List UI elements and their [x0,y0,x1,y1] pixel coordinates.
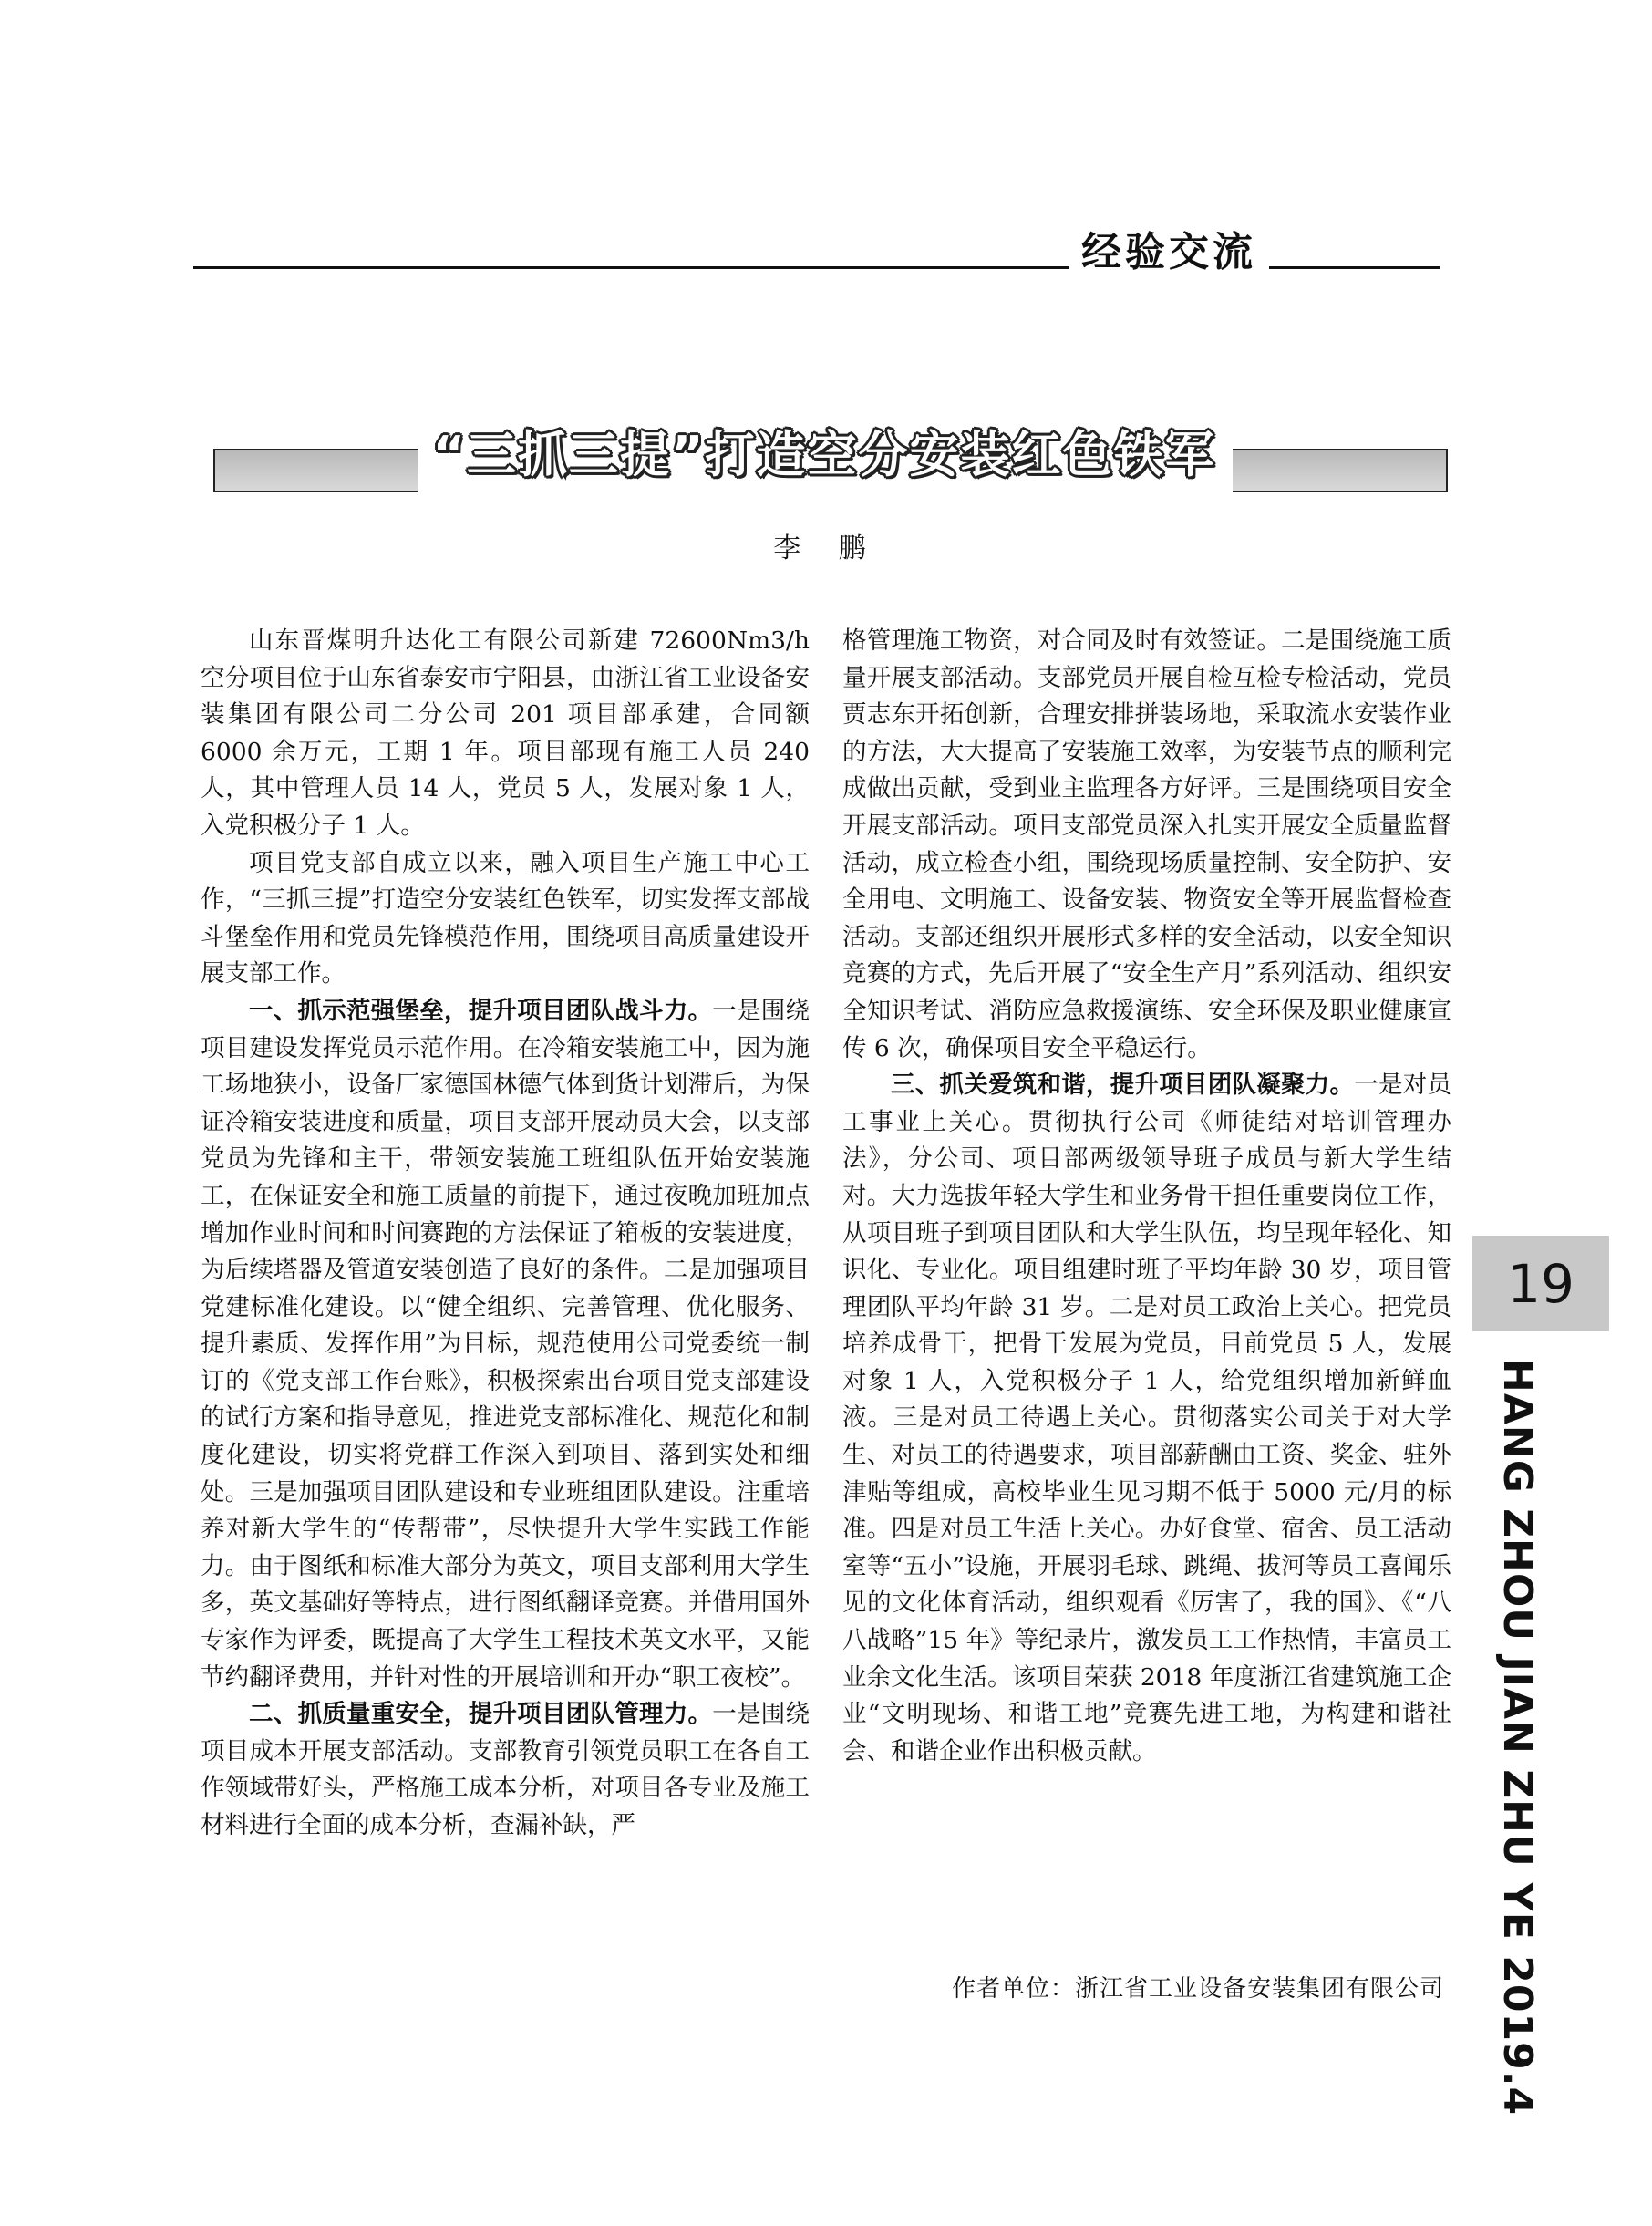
section-label: 经验交流 [1081,229,1256,275]
section-header [193,219,1440,274]
paragraph-heading: 一、抓示范强堡垒，提升项目团队战斗力。 [249,996,713,1025]
article-title: “三抓三提”打造空分安装红色铁军 [432,426,1216,483]
header-rule-right [1269,266,1440,269]
paragraph [201,623,810,845]
paragraph-text: 一是围绕项目成本开展支部活动。支部教育引领党员职工在各自工作领域带好头，严格施工成本分析，对项目各专业及施工材料进行全面的成本分析，查漏补缺，严 [201,1700,810,1839]
paragraph [842,1067,1451,1770]
paragraph-text: 格管理施工物资，对合同及时有效签证。二是围绕施工质量开展支部活动。支部党员开展自检互检专检活动，党员贾志东开拓创新，合理安排拼装场地，采取流水安装作业的方法，大大提高了安装施工效率，为安装节点的顺利完成做出贡献，受到业主监理各方好评。三是围绕项目安全开展支部活动。项目支部党员深入扎实开展安全质量监督活动，成立检查小组，围绕现场质量控制、安全防护、安全用电、文明施工、设备安装、物资安全等开展监督检查活动。支部还组织开展形式多样的安全活动，以安全知识竞赛的方式，先后开展了“安全生产月”系列活动、组织安全知识考试、消防应急救援演练、安全环保及职业健康宣传 6 次，确保项目安全平稳运行。 [842,626,1451,1062]
page-number: 19 [1472,1236,1609,1331]
author-unit: 作者单位：浙江省工业设备安装集团有限公司 [951,1975,1444,2003]
paragraph-text: 项目党支部自成立以来，融入项目生产施工中心工作，“三抓三提”打造空分安装红色铁军，切实发挥支部战斗堡垒作用和党员先锋模范作用，围绕项目高质量建设开展支部工作。 [201,848,810,989]
journal-spine-text: HANG ZHOU JIAN ZHU YE 2019.4 [1494,1359,1541,2117]
paragraph-text: 一是对员工事业上关心。贯彻执行公司《师徒结对培训管理办法》，分公司、项目部两级领导班子成员与新大学生结对。大力选拔年轻大学生和业务骨干担任重要岗位工作，从项目班子到项目团队和大学生队伍，均呈现年轻化、知识化、专业化。项目组建时班子平均年龄 30 岁，项目管理团队平均年龄 31 岁。二是对员工政治上关心。把党员培养成骨干，把骨干发展为党员，目前党员 5 人，发展对象 1 人，入党积极分子 1 人，给党组织增加新鲜血液。三是对员工待遇上关心。贯彻落实公司关于对大学生、对员工的待遇要求，项目部薪酬由工资、奖金、驻外津贴等组成，高校毕业生见习期不低于 5000 元/月的标准。四是对员工生活上关心。办好食堂、宿舍、员工活动室等“五小”设施，开展羽毛球、跳绳、拔河等员工喜闻乐见的文化体育活动，组织观看《厉害了，我的国》、《“八八战略”15 年》等纪录片，激发员工工作热情，丰富员工业余文化生活。该项目荣获 2018 年度浙江省建筑施工企业“文明现场、和谐工地”竞赛先进工地，为构建和谐社会、和谐企业作出积极贡献。 [842,1071,1451,1765]
paragraph [201,993,810,1696]
left-column [201,623,810,1845]
article-author: 李 鹏 [773,533,881,564]
paragraph [842,623,1451,1067]
paragraph [201,1696,810,1844]
header-rule-left [193,266,1069,269]
paragraph-heading: 二、抓质量重安全，提升项目团队管理力。 [249,1700,713,1729]
paragraph [201,845,810,993]
right-column [842,623,1451,1770]
paragraph-text: 山东晋煤明升达化工有限公司新建 72600Nm3/h 空分项目位于山东省泰安市宁阳县，由浙江省工业设备安装集团有限公司二分公司 201 项目部承建，合同额 6000 余万元，工期 1 年。项目部现有施工人员 240 人，其中管理人员 14 人，党员 5 人，发展对象 1 人，入党积极分子 1 人。 [201,626,810,840]
paragraph-heading: 三、抓关爱筑和谐，提升项目团队凝聚力。 [891,1071,1355,1100]
paragraph-text: 一是围绕项目建设发挥党员示范作用。在冷箱安装施工中，因为施工场地狭小，设备厂家德国林德气体到货计划滞后，为保证冷箱安装进度和质量，项目支部开展动员大会，以支部党员为先锋和主干，带领安装施工班组队伍开始安装施工，在保证安全和施工质量的前提下，通过夜晚加班加点增加作业时间和时间赛跑的方法保证了箱板的安装进度，为后续塔器及管道安装创造了良好的条件。二是加强项目党建标准化建设。以“健全组织、完善管理、优化服务、提升素质、发挥作用”为目标，规范使用公司党委统一制订的《党支部工作台账》，积极探索出台项目党支部建设的试行方案和指导意见，推进党支部标准化、规范化和制度化建设，切实将党群工作深入到项目、落到实处和细处。三是加强项目团队建设和专业班组团队建设。注重培养对新大学生的“传帮带”，尽快提升大学生实践工作能力。由于图纸和标准大部分为英文，项目支部利用大学生多，英文基础好等特点，进行图纸翻译竞赛。并借用国外专家作为评委，既提高了大学生工程技术英文水平，又能节约翻译费用，并针对性的开展培训和开办“职工夜校”。 [201,996,810,1692]
